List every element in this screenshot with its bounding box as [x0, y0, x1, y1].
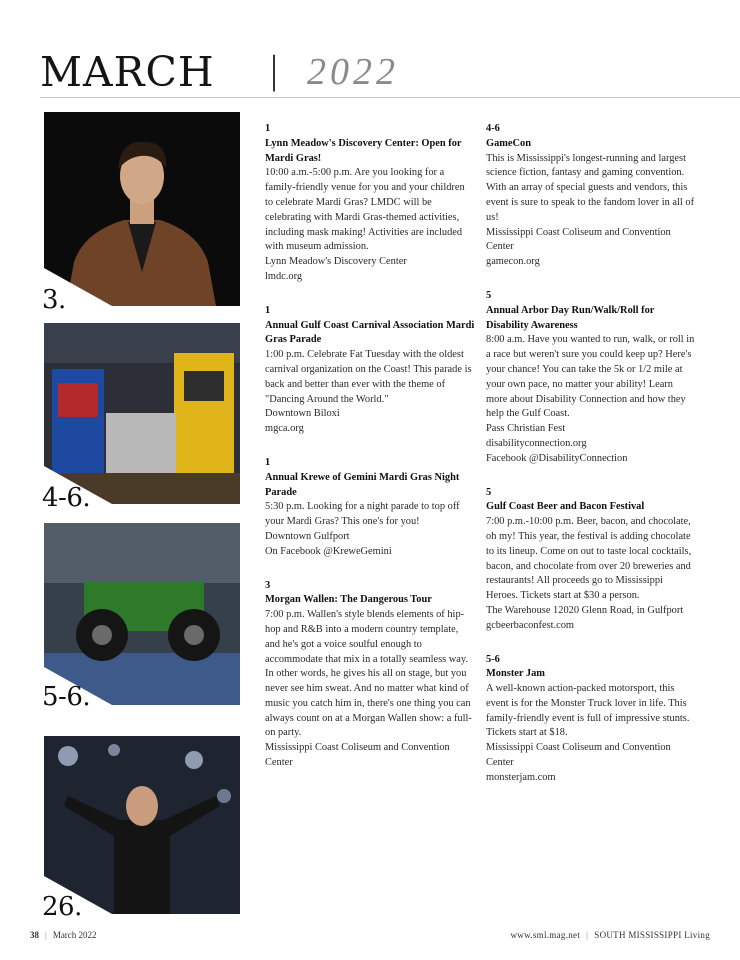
event-entry: [265, 456, 475, 560]
event-venue: Downtown Gulfport: [265, 530, 350, 542]
event-venue: Mississippi Coast Coliseum and Convention Center: [486, 742, 671, 769]
event-entry: [265, 579, 475, 771]
event-venue: Lynn Meadow's Discovery Center: [265, 256, 407, 268]
event-title: Morgan Wallen: The Dangerous Tour: [265, 594, 432, 606]
footer-divider: |: [45, 930, 47, 940]
footer-divider: |: [586, 930, 589, 940]
event-description: 1:00 p.m. Celebrate Fat Tuesday with the oldest carnival organization on the Coast! This parade is back and better than ever with the theme of "Dancing Around the World.": [265, 349, 472, 405]
event-website: On Facebook @KreweGemini: [265, 545, 392, 557]
header-rule: [40, 97, 740, 98]
event-description: This is Mississippi's longest-running and largest science fiction, fantasy and gaming convention. With an array of special guests and vendors, this event is sure to speak to the fandom lover in all of us!: [486, 152, 695, 223]
issue-date: March 2022: [52, 930, 97, 940]
event-venue: Mississippi Coast Coliseum and Convention Center: [486, 226, 671, 253]
event-description: 7:00 p.m. Wallen's style blends elements of hip-hop and R&B into a modern country template, and he's got a voice soulful enough to accommodate that mix in a totally seamless way. In other words, he gives his all on stage, but you never see him sweat. And no matter what kind of music you catch him in, there's one thing you can always count on at a Morgan Wallen show: a full-on party.: [265, 609, 472, 739]
event-entry: [486, 122, 696, 270]
event-date: 1: [265, 304, 271, 316]
event-date: 1: [265, 123, 271, 134]
magazine-name: SOUTH MISSISSIPPI Living: [594, 930, 710, 940]
event-date: 1: [265, 456, 271, 468]
event-title: Gulf Coast Beer and Bacon Festival: [486, 501, 645, 513]
photo-gamecon-cosplay: [44, 323, 240, 504]
event-title: GameCon: [486, 137, 532, 149]
event-description: A well-known action-packed motorsport, this event is for the Monster Truck lover in life. This family-friendly event is full of impressive stunts. Tickets start at $18.: [486, 683, 690, 739]
year-title: 2022: [307, 51, 399, 93]
events-column-left: [265, 122, 475, 790]
event-entry: [486, 486, 696, 634]
event-date: 5: [486, 289, 492, 301]
events-column-right: [486, 122, 696, 805]
event-description: 5:30 p.m. Looking for a night parade to top off your Mardi Gras? This one's for you!: [265, 501, 460, 528]
event-social: Facebook @DisabilityConnection: [486, 452, 628, 464]
event-description: 7:00 p.m.-10:00 p.m. Beer, bacon, and chocolate, oh my! This year, the festival is adding chocolate to its lineup. Come on out to taste local cocktails, bacon, and chocolate from over 20 breweries and restaurants! All proceeds go to Mississippi Heroes. Tickets start at $30 a person.: [486, 516, 692, 602]
photo-monster-truck: [44, 523, 240, 705]
event-website: disabilityconnection.org: [486, 437, 587, 449]
event-title: Annual Gulf Coast Carnival Association Mardi Gras Parade: [265, 319, 475, 346]
photo-label: 4-6.: [42, 483, 91, 513]
event-venue: The Warehouse 12020 Glenn Road, in Gulfport: [486, 604, 684, 616]
event-date: 3: [265, 579, 271, 591]
photo-label: 26.: [42, 892, 82, 922]
event-date: 5-6: [486, 653, 500, 665]
event-entry: [265, 304, 475, 437]
event-title: Monster Jam: [486, 668, 545, 680]
event-venue: Pass Christian Fest: [486, 423, 566, 435]
event-entry: [486, 653, 696, 786]
photo-label: 5-6.: [42, 682, 91, 712]
page-number: 38: [30, 930, 39, 940]
event-website: mgca.org: [265, 423, 304, 435]
event-venue: Downtown Biloxi: [265, 408, 340, 420]
event-entry: [486, 289, 696, 467]
photo-label: 3.: [42, 285, 66, 315]
event-venue: Mississippi Coast Coliseum and Convention Center: [265, 742, 450, 769]
event-title: Annual Krewe of Gemini Mardi Gras Night Parade: [265, 471, 460, 498]
event-date: 5: [486, 486, 492, 498]
footer-website[interactable]: www.sml.mag.net: [510, 930, 581, 940]
photo-performer-stage: [44, 736, 240, 914]
event-website: gcbeerbaconfest.com: [486, 619, 574, 631]
photo-portrait-singer: [44, 112, 240, 306]
event-title: Annual Arbor Day Run/Walk/Roll for Disability Awareness: [486, 304, 655, 331]
event-description: 8:00 a.m. Have you wanted to run, walk, or roll in a race but weren't sure you could keep up? Here's your chance! You can take the 5k or 1/2 mile at your own pace, no matter your ability! Learn more about Disability Connection and how they help the Gulf Coast.: [486, 334, 695, 420]
event-website: lmdc.org: [265, 270, 303, 282]
event-entry: [265, 122, 475, 285]
footer-right: [510, 930, 710, 940]
event-title: Lynn Meadow's Discovery Center: Open for Mardi Gras!: [265, 137, 462, 164]
event-website: gamecon.org: [486, 256, 540, 268]
month-title: MARCH: [40, 48, 215, 96]
title-separator: |: [270, 47, 279, 92]
event-description: 10:00 a.m.-5:00 p.m. Are you looking for a family-friendly venue for you and your children to celebrate Mardi Gras? LMDC will be celebrating with Mardi Gras-themed activities, including mask making! Activities are included with museum admission.: [265, 167, 465, 253]
event-date: 4-6: [486, 123, 500, 134]
event-website: monsterjam.com: [486, 771, 556, 783]
footer-left: [30, 930, 97, 940]
